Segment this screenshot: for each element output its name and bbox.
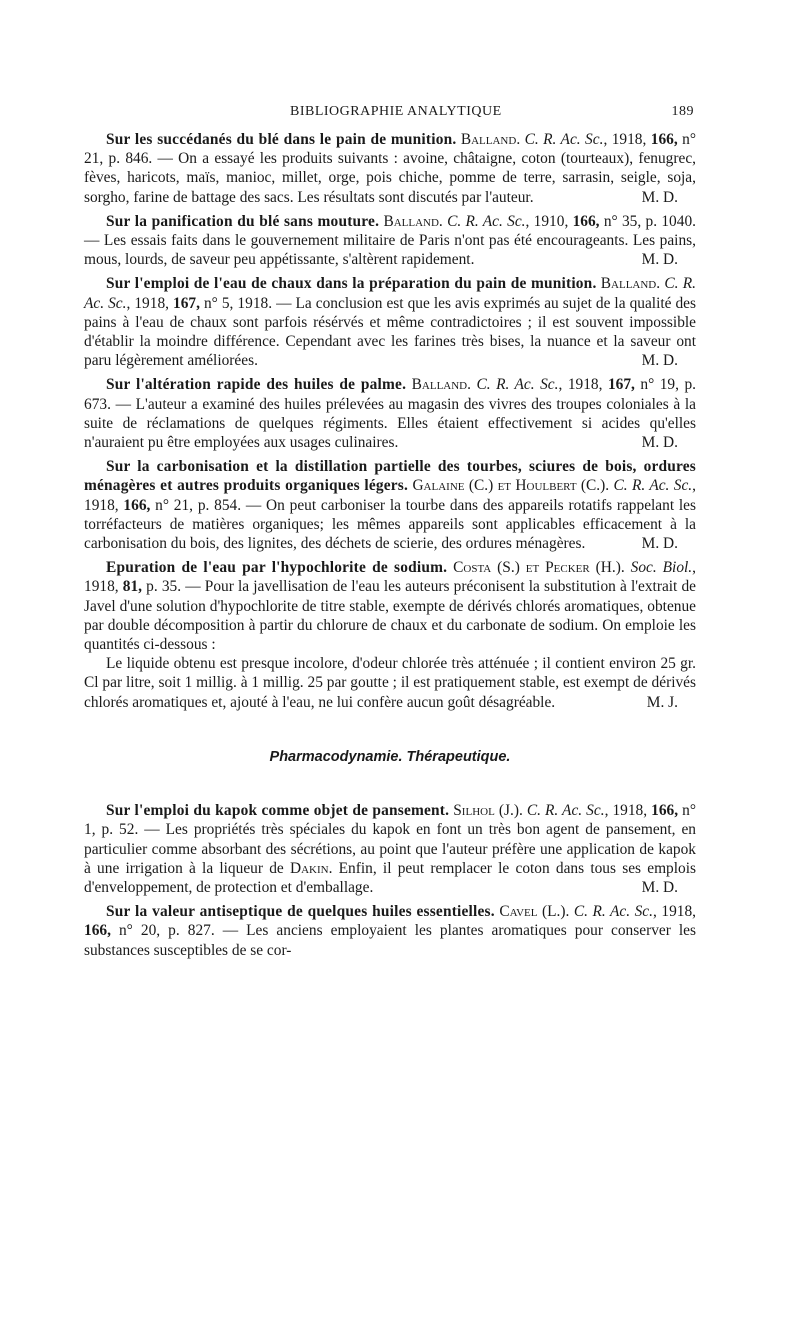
entry-author: Balland. (600, 275, 661, 293)
entry-year: , 1918, (558, 376, 608, 394)
entry-signature: M. D. (641, 188, 678, 206)
entry-volume: 81, (122, 578, 143, 596)
entry-year: , 1910, (525, 212, 573, 230)
entry-signature: M. D. (641, 535, 678, 553)
page-content (84, 130, 696, 965)
entry-journal: C. R. Ac. Sc. (526, 802, 605, 820)
entry-journal: C. R. Ac. Sc. (573, 903, 653, 921)
entry-author: Balland. (411, 376, 471, 394)
abstract-entry-6 (84, 558, 696, 712)
entry-paragraph (84, 558, 696, 654)
abstract-entry-4 (84, 375, 696, 452)
section-heading: Pharmacodynamie. Thérapeutique. (269, 748, 511, 765)
entry-signature: M. J. (646, 693, 678, 711)
entry-volume: 166, (572, 212, 600, 230)
abstract-entry-3 (84, 274, 696, 370)
entry-volume: 166, (650, 131, 678, 148)
entry-title: Epuration de l'eau par l'hypochlorite de sodium. (106, 559, 448, 577)
entry-journal: C. R. Ac. Sc. (476, 376, 559, 394)
entry-author: Costa (S.) et Pecker (H.). (453, 559, 625, 577)
running-header (84, 100, 694, 122)
abstract-entry-8 (84, 902, 696, 960)
entry-year: , 1918, (84, 477, 697, 514)
entry-title: Sur la carbonisation et la distillation partielle des tourbes, sciures de bois, ordures ménagères et autres produits organiques légers. (84, 458, 696, 495)
entry-signature: M. D. (641, 878, 678, 896)
abstract-entry-1 (84, 130, 696, 207)
abstract-entry-2 (84, 212, 696, 270)
entry-person-name: Dakin (289, 859, 329, 877)
entry-title: Sur l'emploi de l'eau de chaux dans la préparation du pain de munition. (106, 275, 597, 293)
entry-author: Balland. (460, 131, 521, 148)
entry-volume: 166, (84, 922, 111, 940)
entry-journal: Soc. Biol. (630, 559, 693, 577)
entry-paragraph (84, 654, 696, 712)
entry-year: , 1918, (84, 559, 697, 596)
entry-signature: M. D. (641, 352, 678, 370)
entry-body: p. 35. — Pour la javellisation de l'eau les auteurs préconisent la substitution à l'extrait de Javel d'une solution d'hypochlorite de titre stable, exempte de dérivés chlorés aromatiques, obtenue par double décomposition à partir du chlorure de chaux et du carbonate de sodium. On emploie les quantités ci-dessous : (84, 578, 696, 654)
entry-year: , 1918, (604, 802, 652, 820)
entry-title: Sur l'emploi du kapok comme objet de pansement. (106, 802, 450, 820)
entry-volume: 167, (173, 294, 200, 312)
entry-body-continued: Le liquide obtenu est presque incolore, d'odeur chlorée très atténuée ; il contient environ 25 gr. Cl par litre, soit 1 millig. à 1 millig. 25 par goutte ; il est pratiquement stable, est exempt de dérivés chlorés aromatiques et, ajouté à l'eau, ne lui confère aucun goût désagréable. (84, 655, 696, 711)
entry-body: n° 21, p. 854. — On peut carboniser la tourbe dans des appareils rotatifs rappelant les torréfacteurs de matières organiques; les mêmes appareils sont applicables efficacement à la carbonisation du bois, des lignites, des déchets de scierie, des ordures ménagères. (84, 496, 696, 553)
entry-body: n° 1, p. 52. — Les propriétés très spéciales du kapok en font un très bon agent de pansement, en particulier comme absorbant des sécrétions, au point que l'auteur préfère une application de kapok à une irrigation à la liqueur de (84, 802, 696, 877)
entry-author: Galaine (C.) et Houlbert (C.). (412, 477, 610, 495)
entry-journal: C. R. Ac. Sc. (84, 275, 696, 312)
entry-author: Balland. (383, 212, 443, 230)
entry-body: n° 21, p. 846. — On a essayé les produits suivants : avoine, châtaigne, coton (tourteaux), fenugrec, fèves, haricots, maïs, manioc, millet, orge, pois chiche, pomme de terre, sarrasin, seigle, soja, sorgho, farine de battage des sacs. Les résultats sont discutés par l'auteur. (84, 131, 696, 206)
entry-author: Cavel (L.). (499, 903, 570, 921)
entry-author: Silhol (J.). (453, 802, 523, 820)
entry-title: Sur les succédanés du blé dans le pain de munition. (106, 131, 457, 148)
entry-volume: 166, (123, 496, 151, 514)
entry-body: n° 20, p. 827. — Les anciens employaient les plantes aromatiques pour conserver les substances susceptibles de se cor- (84, 922, 696, 959)
running-title: BIBLIOGRAPHIE ANALYTIQUE (290, 104, 502, 119)
entry-year: , 1918, (653, 903, 696, 921)
entry-body-continued: . Enfin, il peut remplacer le coton dans tous ses emplois d'enveloppement, de protection et d'emballage. (84, 859, 696, 896)
entry-title: Sur l'altération rapide des huiles de palme. (106, 376, 407, 394)
entry-body: n° 5, 1918. — La conclusion est que les avis exprimés au sujet de la qualité des pains à l'eau de chaux sont parfois résérvés et même contradictoires ; il est souvent impossible d'établir la moindre différence. Cependant avec les farines très bises, la nuance et la saveur ont paru légèrement améliorées. (84, 294, 696, 370)
abstract-entry-5 (84, 457, 696, 553)
entry-journal: C. R. Ac. Sc. (613, 477, 693, 495)
page-number: 189 (671, 104, 694, 119)
entry-signature: M. D. (641, 434, 678, 452)
entry-year: , 1918, (126, 294, 174, 312)
entry-title: Sur la panification du blé sans mouture. (106, 212, 380, 230)
entry-journal: C. R. Ac. Sc. (524, 131, 604, 148)
entry-year: , 1918, (603, 131, 651, 148)
entry-volume: 166, (651, 802, 679, 820)
entry-body: n° 35, p. 1040. — Les essais faits dans le gouvernement militaire de Paris n'ont pas été encourageants. Les pains, mous, lourds, de saveur peu appétissante, s'altèrent rapidement. (84, 212, 696, 269)
entry-journal: C. R. Ac. Sc. (447, 212, 526, 230)
entry-title: Sur la valeur antiseptique de quelques huiles essentielles. (106, 903, 495, 921)
entry-body: n° 19, p. 673. — L'auteur a examiné des huiles prélevées au magasin des vivres des troupes coloniales à la suite de réclamations de quelques régiments. Elles étaient effectivement si acides qu'elles n'auraient pu être employées aux usages culinaires. (84, 376, 696, 452)
abstract-entry-7 (84, 801, 696, 897)
entry-volume: 167, (607, 376, 635, 394)
entry-signature: M. D. (641, 251, 678, 269)
